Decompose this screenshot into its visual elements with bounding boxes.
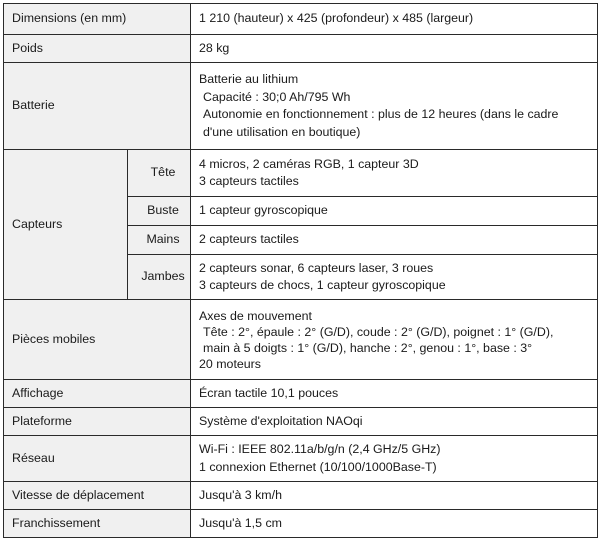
row-value — [191, 226, 598, 255]
row-label: Plateforme — [4, 408, 191, 436]
sub-label: Jambes — [128, 255, 191, 300]
row-value — [191, 482, 598, 510]
value-line: 2 capteurs sonar, 6 capteurs laser, 3 roues — [199, 260, 434, 275]
value-line: 4 micros, 2 caméras RGB, 1 capteur 3D — [199, 156, 419, 171]
row-value — [191, 380, 598, 408]
value-line: Autonomie en fonctionnement : plus de 12 heures (dans le cadre — [203, 107, 559, 121]
value-line: Écran tactile 10,1 pouces — [199, 385, 339, 400]
value-line: main à 5 doigts : 1° (G/D), hanche : 2°, genou : 1°, base : 3° — [203, 340, 533, 355]
row-value — [191, 510, 598, 538]
table-row-franchissement — [4, 510, 598, 538]
value-line: Batterie au lithium — [199, 72, 299, 86]
row-value — [191, 150, 598, 197]
table-row-batterie — [4, 63, 598, 150]
value-line: d'une utilisation en boutique) — [203, 124, 361, 139]
sub-label: Tête — [128, 150, 191, 197]
row-value — [191, 35, 598, 63]
value-line: Système d'exploitation NAOqi — [199, 413, 363, 428]
table-row-reseau — [4, 436, 598, 482]
row-value — [191, 300, 598, 380]
row-value — [191, 63, 598, 150]
row-value — [191, 4, 598, 35]
row-value — [191, 436, 598, 482]
value-line: Tête : 2°, épaule : 2° (G/D), coude : 2° (G/D), poignet : 1° (G/D), — [203, 324, 554, 339]
table-row-dimensions — [4, 4, 598, 35]
row-label: Franchissement — [4, 510, 191, 538]
value-line: Jusqu'à 3 km/h — [199, 487, 282, 502]
value-line: Axes de mouvement — [199, 308, 312, 323]
value-line: Jusqu'à 1,5 cm — [199, 515, 282, 530]
row-label: Vitesse de déplacement — [4, 482, 191, 510]
sub-label: Mains — [128, 226, 191, 255]
table-row-pieces-mobiles — [4, 300, 598, 380]
row-label: Poids — [4, 35, 191, 63]
value-line: 3 capteurs tactiles — [199, 174, 299, 188]
value-line: 1 connexion Ethernet (10/100/1000Base-T) — [199, 459, 437, 474]
value-line: 1 210 (hauteur) x 425 (profondeur) x 485 (largeur) — [199, 11, 474, 26]
spec-table — [3, 3, 598, 538]
row-label: Réseau — [4, 436, 191, 482]
row-value — [191, 197, 598, 226]
table-row-plateforme — [4, 408, 598, 436]
table-row-capteurs-tete — [4, 150, 598, 197]
row-label: Batterie — [4, 63, 191, 150]
row-label: Dimensions (en mm) — [4, 4, 191, 35]
table-row-affichage — [4, 380, 598, 408]
row-value — [191, 255, 598, 300]
value-line: Capacité : 30;0 Ah/795 Wh — [203, 89, 351, 104]
row-label: Pièces mobiles — [4, 300, 191, 380]
row-value — [191, 408, 598, 436]
value-line: 3 capteurs de chocs, 1 capteur gyroscopique — [199, 278, 446, 292]
row-label: Affichage — [4, 380, 191, 408]
value-line: 28 kg — [199, 40, 230, 55]
value-line: 2 capteurs tactiles — [199, 232, 299, 247]
row-label: Capteurs — [4, 150, 128, 300]
value-line: Wi-Fi : IEEE 802.11a/b/g/n (2,4 GHz/5 GHz) — [199, 442, 441, 456]
value-line: 20 moteurs — [199, 356, 261, 371]
table-row-vitesse — [4, 482, 598, 510]
sub-label: Buste — [128, 197, 191, 226]
table-row-poids — [4, 35, 598, 63]
value-line: 1 capteur gyroscopique — [199, 203, 328, 218]
